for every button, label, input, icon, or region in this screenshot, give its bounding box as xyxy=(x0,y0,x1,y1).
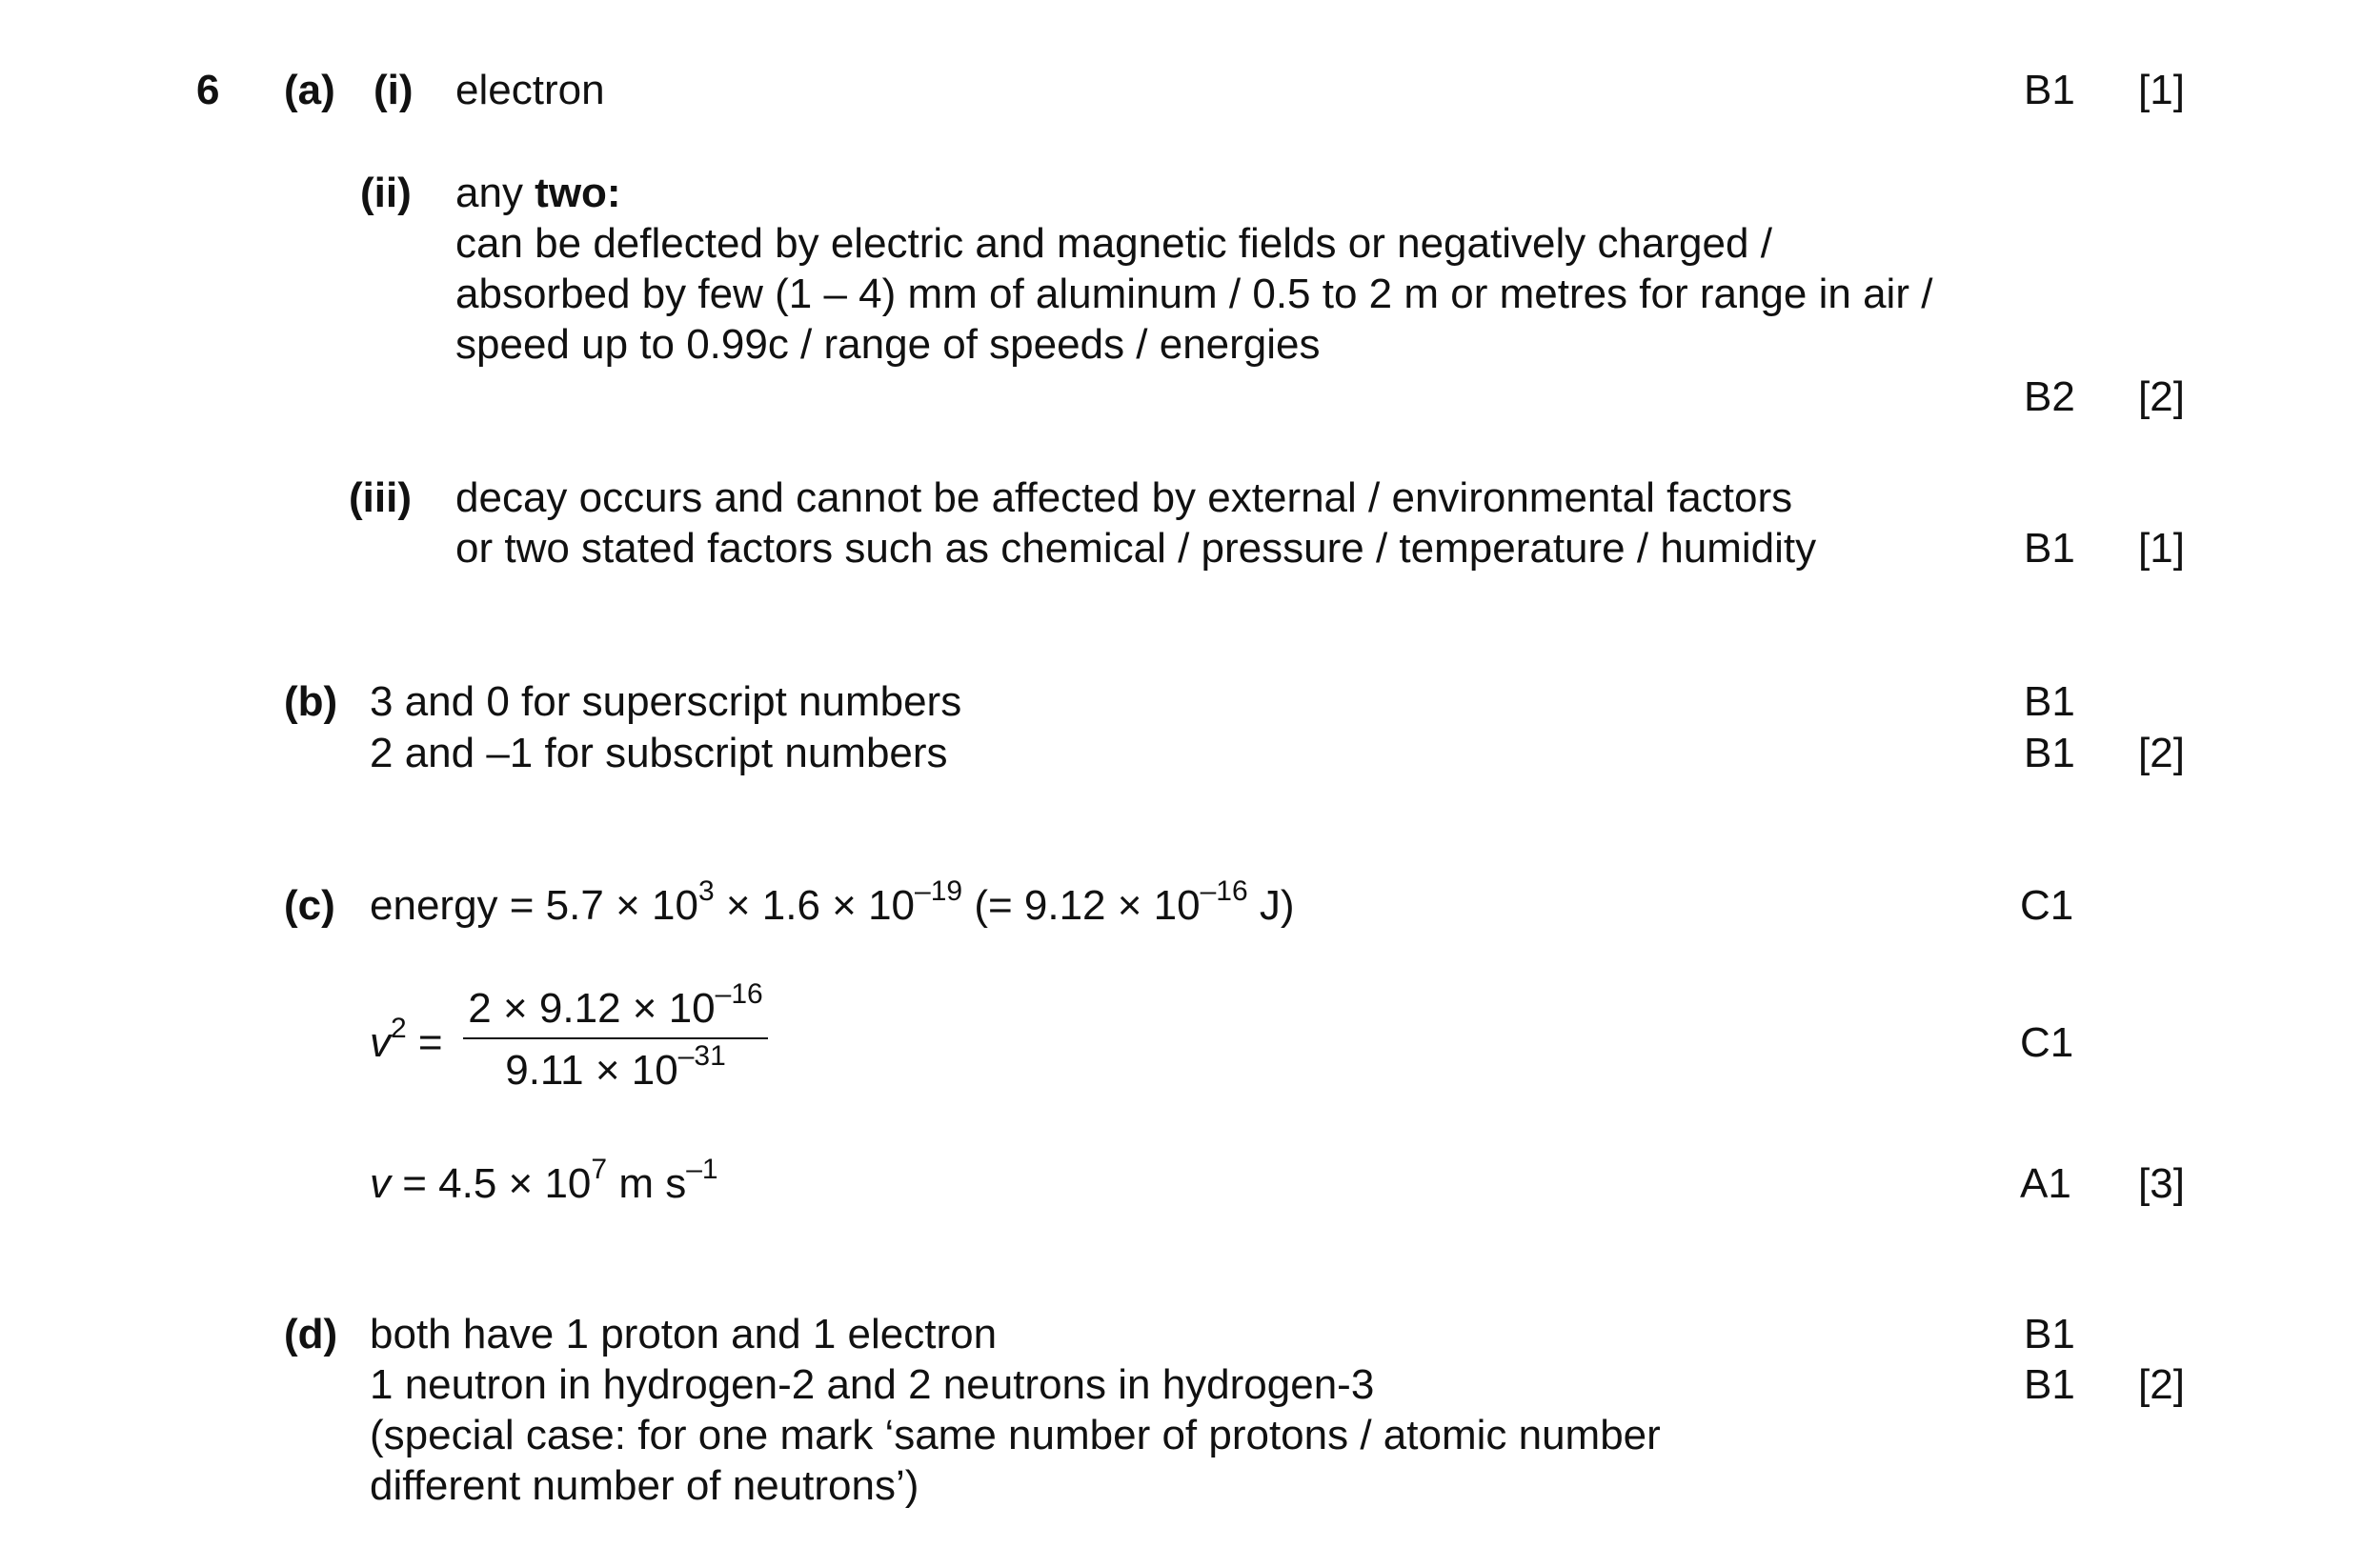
fraction-bar xyxy=(463,1037,768,1039)
part-a-ii-label: (ii) xyxy=(360,170,412,216)
v-squared-var: v xyxy=(370,1019,391,1066)
part-c-mark-code-3: A1 xyxy=(2020,1160,2071,1207)
part-a-iii-line-1: decay occurs and cannot be affected by external / environmental factors xyxy=(455,474,1793,521)
numerator-exp: –16 xyxy=(715,978,763,1011)
part-b-line-1: 3 and 0 for superscript numbers xyxy=(370,678,962,725)
part-a-iii-mark-code: B1 xyxy=(2024,525,2075,572)
v-equation xyxy=(370,1154,718,1209)
part-a-i-answer: electron xyxy=(455,67,605,113)
part-d-line-1: both have 1 proton and 1 electron xyxy=(370,1311,998,1357)
numerator-text: 2 × 9.12 × 10 xyxy=(468,985,716,1032)
v-text-1: = 4.5 × 10 xyxy=(391,1160,592,1207)
fraction-numerator xyxy=(463,978,768,1034)
part-a-ii-line-3: speed up to 0.99c / range of speeds / energies xyxy=(455,321,1321,368)
part-b-line-2: 2 and –1 for subscript numbers xyxy=(370,730,948,776)
part-d-label: (d) xyxy=(284,1311,338,1357)
part-a-ii-intro xyxy=(455,168,621,218)
part-a-iii-total: [1] xyxy=(2138,525,2185,572)
v-text-2: m s xyxy=(607,1160,687,1207)
energy-text-1: energy = 5.7 × 10 xyxy=(370,882,698,929)
denominator-text: 9.11 × 10 xyxy=(505,1047,678,1094)
part-a-i-total: [1] xyxy=(2138,67,2185,113)
part-d-line-2: 1 neutron in hydrogen-2 and 2 neutrons in hydrogen-3 xyxy=(370,1361,1375,1408)
part-b-total: [2] xyxy=(2138,730,2185,776)
part-a-i-label: (i) xyxy=(374,67,414,113)
part-b-label: (b) xyxy=(284,678,338,725)
fraction-denominator xyxy=(463,1040,768,1096)
v-exp-2: –1 xyxy=(686,1154,718,1186)
v-var: v xyxy=(370,1160,391,1207)
part-a-ii-mark-code: B2 xyxy=(2024,373,2075,420)
part-c-mark-code-1: C1 xyxy=(2020,882,2074,929)
v-exp-1: 7 xyxy=(591,1154,608,1186)
energy-text-2: × 1.6 × 10 xyxy=(714,882,916,929)
part-a-iii-line-2: or two stated factors such as chemical / pressure / temperature / humidity xyxy=(455,525,1817,572)
part-c-total: [3] xyxy=(2138,1160,2185,1207)
denominator-exp: –31 xyxy=(677,1040,726,1073)
v-squared-fraction xyxy=(463,978,768,1096)
part-a-ii-total: [2] xyxy=(2138,373,2185,420)
part-d-mark-code-2: B1 xyxy=(2024,1361,2075,1408)
part-d-line-4: different number of neutrons’) xyxy=(370,1462,919,1509)
part-a-ii-line-1: can be deflected by electric and magnetic fields or negatively charged / xyxy=(455,220,1772,267)
v-squared-exp: 2 xyxy=(391,1013,407,1045)
part-a-ii-line-2: absorbed by few (1 – 4) mm of aluminum / 0.5 to 2 m or metres for range in air / xyxy=(455,271,1933,317)
energy-text-4: J) xyxy=(1247,882,1295,929)
part-a-ii-intro-text: any xyxy=(455,170,535,216)
part-b-mark-code-2: B1 xyxy=(2024,730,2075,776)
energy-text-3: (= 9.12 × 10 xyxy=(962,882,1201,929)
part-a-ii-intro-bold: two: xyxy=(535,170,621,216)
part-d-mark-code-1: B1 xyxy=(2024,1311,2075,1357)
question-number: 6 xyxy=(196,67,220,113)
part-c-mark-code-2: C1 xyxy=(2020,1019,2074,1066)
energy-exp-2: –19 xyxy=(915,875,963,908)
part-c-energy-equation xyxy=(370,875,1295,931)
part-a-iii-label: (iii) xyxy=(349,474,412,521)
energy-exp-3: –16 xyxy=(1200,875,1248,908)
part-d-total: [2] xyxy=(2138,1361,2185,1408)
part-b-mark-code-1: B1 xyxy=(2024,678,2075,725)
part-a-label: (a) xyxy=(284,67,335,113)
v-squared-lhs xyxy=(370,1013,443,1068)
energy-exp-1: 3 xyxy=(697,875,715,908)
part-a-i-mark-code: B1 xyxy=(2024,67,2075,113)
part-c-label: (c) xyxy=(284,882,335,929)
part-d-line-3: (special case: for one mark ‘same number of protons / atomic number xyxy=(370,1412,1661,1458)
v-squared-equals: = xyxy=(406,1019,443,1066)
